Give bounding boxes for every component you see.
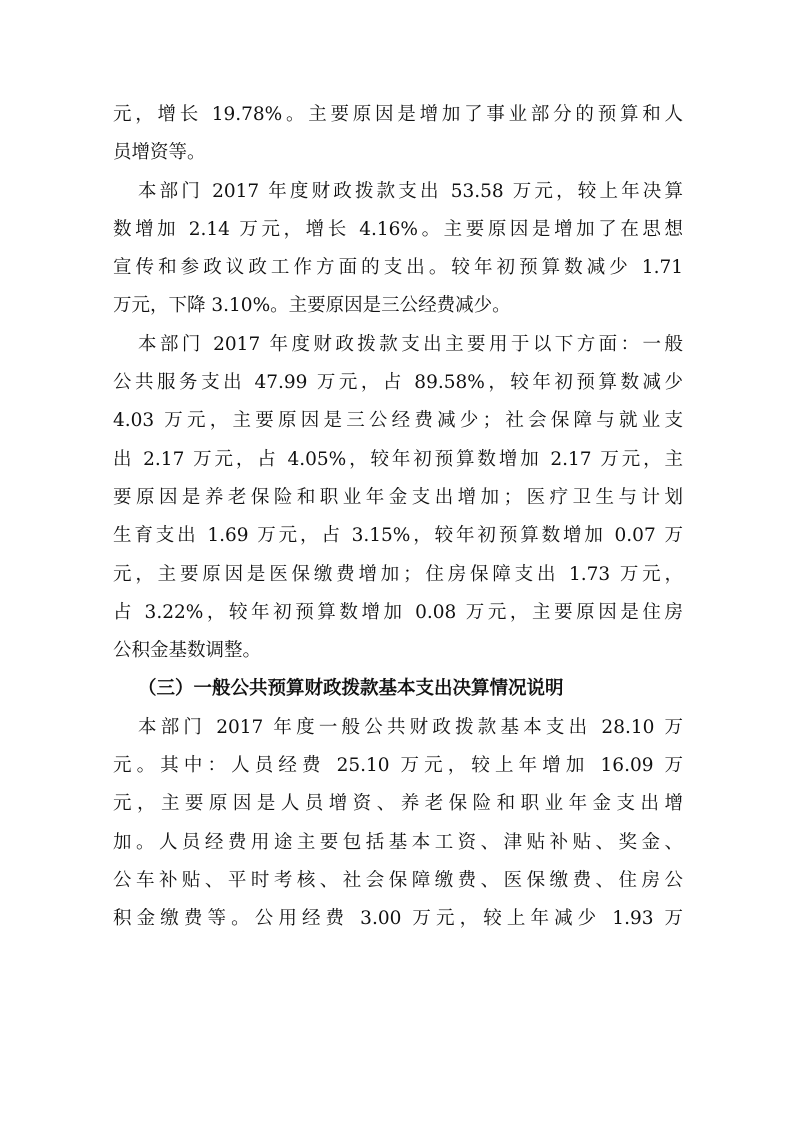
- text-line: 积金缴费等。公用经费 3.00 万元，较上年减少 1.93 万: [113, 908, 683, 930]
- text-line: 数增加 2.14 万元，增长 4.16%。主要原因是增加了在思想: [113, 218, 683, 240]
- text-line: 要原因是养老保险和职业年金支出增加；医疗卫生与计划: [113, 486, 683, 508]
- paragraph-growth-reason: [113, 96, 683, 173]
- text-line: 本部门 2017 年度一般公共财政拨款基本支出 28.10 万: [138, 716, 683, 738]
- text-line: 生育支出 1.69 万元，占 3.15%，较年初预算数增加 0.07 万: [113, 525, 683, 547]
- text-line: 元，主要原因是人员增资、养老保险和职业年金支出增: [113, 793, 683, 815]
- text-line: 万元，下降 3.10%。主要原因是三公经费减少。: [113, 295, 511, 317]
- text-line: 出 2.17 万元，占 4.05%，较年初预算数增加 2.17 万元，主: [113, 448, 683, 470]
- text-line: 元，主要原因是医保缴费增加；住房保障支出 1.73 万元，: [113, 563, 683, 585]
- text-line: 4.03 万元，主要原因是三公经费减少；社会保障与就业支: [113, 410, 683, 432]
- paragraph-expenditure-breakdown: [113, 326, 683, 671]
- section-heading: [113, 670, 683, 708]
- text-line: 宣传和参政议政工作方面的支出。较年初预算数减少 1.71: [113, 257, 683, 279]
- paragraph-basic-expenditure: [113, 709, 683, 939]
- text-line: 元。其中：人员经费 25.10 万元，较上年增加 16.09 万: [113, 755, 683, 777]
- text-line: 元，增长 19.78%。主要原因是增加了事业部分的预算和人: [113, 104, 683, 125]
- text-line: 公车补贴、平时考核、社会保障缴费、医保缴费、住房公: [113, 869, 683, 891]
- text-line: 公积金基数调整。: [113, 640, 262, 662]
- text-line: 占 3.22%，较年初预算数增加 0.08 万元，主要原因是住房: [113, 601, 683, 623]
- text-line: 加。人员经费用途主要包括基本工资、津贴补贴、奖金、: [113, 831, 683, 853]
- section-heading-text: （三）一般公共预算财政拨款基本支出决算情况说明: [138, 678, 564, 700]
- paragraph-fiscal-expenditure: [113, 173, 683, 326]
- body-text: [113, 96, 683, 939]
- text-line: 员增资等。: [113, 142, 206, 164]
- text-line: 本部门 2017 年度财政拨款支出 53.58 万元，较上年决算: [138, 180, 683, 202]
- text-line: 本部门 2017 年度财政拨款支出主要用于以下方面：一般: [138, 333, 683, 355]
- text-line: 公共服务支出 47.99 万元，占 89.58%，较年初预算数减少: [113, 372, 683, 394]
